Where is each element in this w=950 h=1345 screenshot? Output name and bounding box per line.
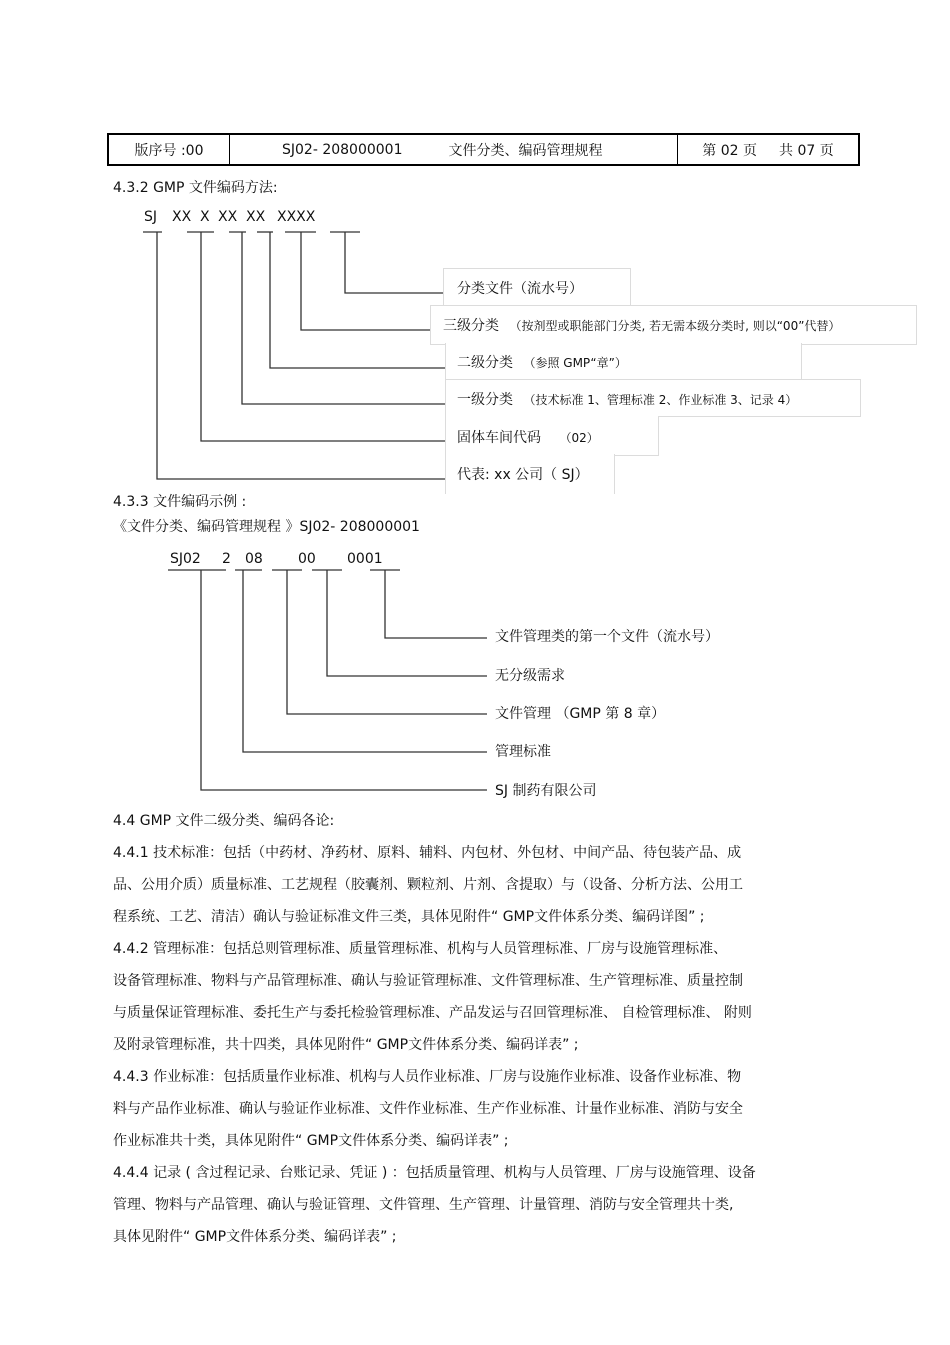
example-label-doc-mgmt: 文件管理 （GMP 第 8 章） [495, 706, 666, 722]
section-4-4-heading: 4.4 GMP 文件二级分类、编码各论: [113, 813, 335, 829]
paragraph-line: 4.4.3 作业标准：包括质量作业标准、机构与人员作业标准、厂房与设施作业标准、设备作业标准、物 [113, 1069, 742, 1085]
code-part-sj: SJ [144, 209, 158, 225]
paragraph-line: 4.4.2 管理标准：包括总则管理标准、质量管理标准、机构与人员管理标准、厂房与设施管理标准、 [113, 941, 728, 957]
paragraph-line: 管理、物料与产品管理、确认与验证管理、文件管理、生产管理、计量管理、消防与安全管理共十类, [113, 1197, 734, 1213]
label-level3-note: （按剂型或职能部门分类, 若无需本级分类时, 则以“00”代替） [509, 319, 841, 333]
paragraph-line: 程系统、工艺、清洁）确认与验证标准文件三类，具体见附件“ GMP文件体系分类、编码详图” ; [113, 909, 705, 925]
paragraph-line: 具体见附件“ GMP文件体系分类、编码详表” ; [113, 1229, 397, 1245]
paragraph-line: 品、公用介质）质量标准、工艺规程（胶囊剂、颗粒剂、片剂、含提取）与（设备、分析方法、公用工 [113, 877, 743, 893]
example-label-mgmt-std: 管理标准 [495, 744, 551, 760]
code-part-xx-3: XX [246, 209, 266, 225]
version-cell: 版序号 :00 [109, 135, 230, 164]
paragraph-line: 4.4.1 技术标准：包括（中药材、净药材、原料、辅料、内包材、外包材、中间产品、待包装产品、成 [113, 845, 742, 861]
label-level2-note: （参照 GMP“章”） [523, 356, 627, 370]
example-part-2: 2 [222, 551, 231, 567]
label-level2: 二级分类 （参照 GMP“章”） [457, 355, 627, 371]
paragraph-line: 作业标准共十类，具体见附件“ GMP文件体系分类、编码详表” ; [113, 1133, 509, 1149]
page-total: 共 07 页 [779, 142, 834, 159]
label-level1-note: （技术标准 1、管理标准 2、作业标准 3、记录 4） [523, 393, 798, 407]
label-level1: 一级分类 （技术标准 1、管理标准 2、作业标准 3、记录 4） [457, 392, 798, 408]
page-number: 第 02 页 [702, 142, 757, 159]
paragraph-line: 4.4.4 记录 ( 含过程记录、台账记录、凭证 ) ：包括质量管理、机构与人员管理、厂房与设施管理、设备 [113, 1165, 756, 1181]
example-title: 《文件分类、编码管理规程 》SJ02- 208000001 [113, 519, 420, 535]
doc-number: SJ02- 208000001 [282, 141, 403, 158]
example-part-08: 08 [245, 551, 263, 567]
label-level3: 三级分类 （按剂型或职能部门分类, 若无需本级分类时, 则以“00”代替） [443, 318, 841, 334]
example-part-00: 00 [298, 551, 316, 567]
section-4-3-2-heading: 4.3.2 GMP 文件编码方法: [113, 180, 278, 196]
example-part-sj02: SJ02 [170, 551, 201, 567]
doc-title: 文件分类、编码管理规程 [448, 142, 603, 159]
example-label-company: SJ 制药有限公司 [495, 783, 597, 799]
label-serial-file: 分类文件（流水号） [457, 281, 583, 297]
label-workshop-note: （02） [559, 431, 599, 445]
code-part-xxxx: XXXX [277, 209, 316, 225]
code-part-xx-2: XX [218, 209, 238, 225]
code-part-x: X [200, 209, 210, 225]
code-part-xx-1: XX [172, 209, 192, 225]
paragraph-line: 设备管理标准、物料与产品管理标准、确认与验证管理标准、文件管理标准、生产管理标准、质量控制 [113, 973, 743, 989]
label-company: 代表: xx 公司（ SJ） [457, 467, 589, 483]
paragraph-line: 料与产品作业标准、确认与验证作业标准、文件作业标准、生产作业标准、计量作业标准、消防与安全 [113, 1101, 743, 1117]
example-label-serial: 文件管理类的第一个文件（流水号） [495, 629, 719, 645]
example-part-0001: 0001 [347, 551, 383, 567]
example-label-no-level: 无分级需求 [495, 668, 565, 684]
label-workshop: 固体车间代码 （02） [457, 430, 599, 446]
paragraph-line: 与质量保证管理标准、委托生产与委托检验管理标准、产品发运与召回管理标准、 自检管理标准、 附则 [113, 1005, 752, 1021]
paragraph-line: 及附录管理标准，共十四类，具体见附件“ GMP文件体系分类、编码详表” ; [113, 1037, 579, 1053]
section-4-3-3-heading: 4.3.3 文件编码示例 : [113, 494, 247, 510]
